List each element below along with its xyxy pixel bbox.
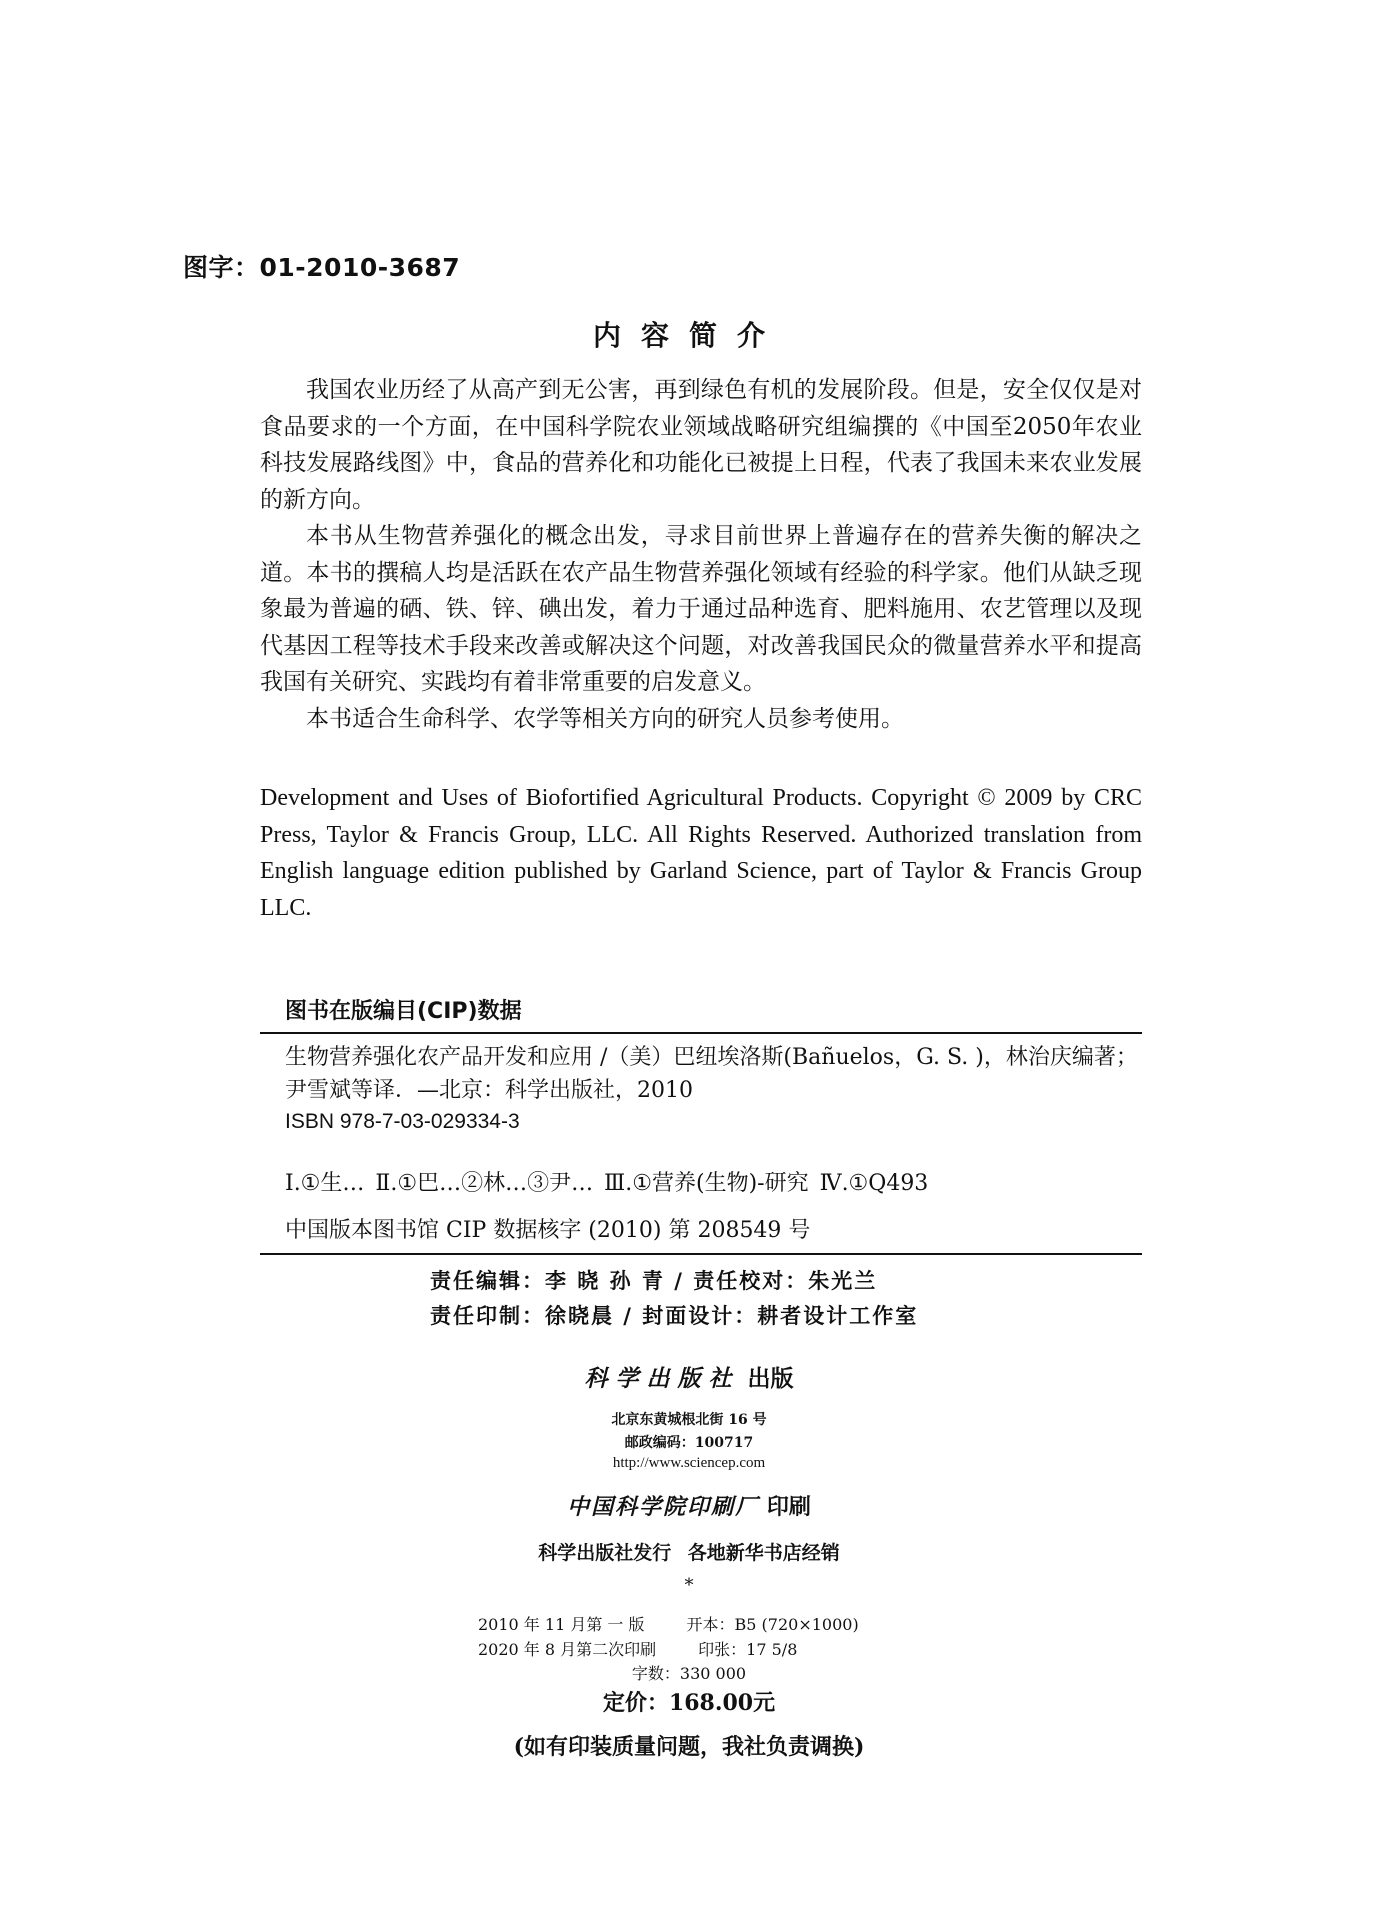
- printer-name: 中国科学院印刷厂: [567, 1494, 760, 1520]
- price: 定价：168.00元: [602, 1690, 776, 1716]
- publisher-address: 北京东黄城根北街 16 号: [611, 1412, 767, 1428]
- cip-bottom-rule: [260, 1253, 1142, 1255]
- distribution-line: 科学出版社发行 各地新华书店经销: [538, 1542, 840, 1564]
- publisher-line: [0, 1360, 1378, 1393]
- edition-row-first: [478, 1612, 859, 1635]
- publisher-name: 科学出版社: [584, 1365, 740, 1392]
- edition-row-reprint: [478, 1637, 797, 1660]
- staff-line-production: 责任印制：徐晓晨 / 封面设计：耕者设计工作室: [430, 1303, 919, 1328]
- cip-heading: 图书在版编目(CIP)数据: [285, 999, 522, 1024]
- printer-line: [0, 1490, 1378, 1521]
- edition-words: 字数：330 000: [631, 1664, 747, 1683]
- copyright-notice: Development and Uses of Biofortified Agricultural Products. Copyright © 2009 by CRC Press, Taylor & Francis Group, LLC. All Rights Reserved. Authorized translation from English language edition published by Garland Science, part of Taylor & Francis Group LLC.: [260, 785, 1142, 921]
- cip-main-entry: 生物营养强化农产品开发和应用 /（美）巴纽埃洛斯(Bañuelos，G. S. )，林治庆编著；尹雪斌等译．—北京：科学出版社，2010: [285, 1045, 1138, 1103]
- summary-title: 内容简介: [592, 319, 785, 352]
- edition-sheets: 印张：17 5/8: [698, 1640, 798, 1659]
- summary-body: [260, 372, 1142, 737]
- summary-paragraph-3: 本书适合生命科学、农学等相关方向的研究人员参考使用。: [306, 705, 904, 732]
- staff-line-editors: 责任编辑：李 晓 孙 青 / 责任校对：朱光兰: [430, 1268, 878, 1293]
- summary-paragraph-1: 我国农业历经了从高产到无公害，再到绿色有机的发展阶段。但是，安全仅仅是对食品要求的一个方面，在中国科学院农业领域战略研究组编撰的《中国至2050年农业科技发展路线图》中，食品的营养化和功能化已被提上日程，代表了我国未来农业发展的新方向。: [260, 377, 1142, 513]
- separator-star: *: [684, 1575, 694, 1596]
- publisher-website: http://www.sciencep.com: [612, 1455, 766, 1471]
- publisher-postcode: 邮政编码：100717: [624, 1435, 754, 1451]
- registration-number: 图字：01-2010-3687: [183, 253, 461, 282]
- cip-classification: Ⅰ.①生… Ⅱ.①巴…②林…③尹… Ⅲ.①营养(生物)-研究 Ⅳ.①Q493: [285, 1171, 929, 1196]
- printer-verb: 印刷: [766, 1494, 811, 1520]
- quality-notice: (如有印装质量问题，我社负责调换): [513, 1734, 865, 1760]
- edition-reprint: 2020 年 8 月第二次印刷: [478, 1640, 657, 1659]
- cip-record-number: 中国版本图书馆 CIP 数据核字 (2010) 第 208549 号: [285, 1218, 811, 1243]
- edition-first: 2010 年 11 月第 一 版: [478, 1615, 645, 1634]
- cip-isbn: ISBN 978-7-03-029334-3: [285, 1110, 520, 1133]
- summary-paragraph-2: 本书从生物营养强化的概念出发，寻求目前世界上普遍存在的营养失衡的解决之道。本书的撰稿人均是活跃在农产品生物营养强化领域有经验的科学家。他们从缺乏现象最为普遍的硒、铁、锌、碘出发，着力于通过品种选育、肥料施用、农艺管理以及现代基因工程等技术手段来改善或解决这个问题，对改善我国民众的微量营养水平和提高我国有关研究、实践均有着非常重要的启发意义。: [260, 523, 1142, 695]
- edition-format: 开本：B5 (720×1000): [686, 1615, 859, 1634]
- publisher-verb: 出版: [747, 1365, 794, 1392]
- cip-top-rule: [260, 1032, 1142, 1034]
